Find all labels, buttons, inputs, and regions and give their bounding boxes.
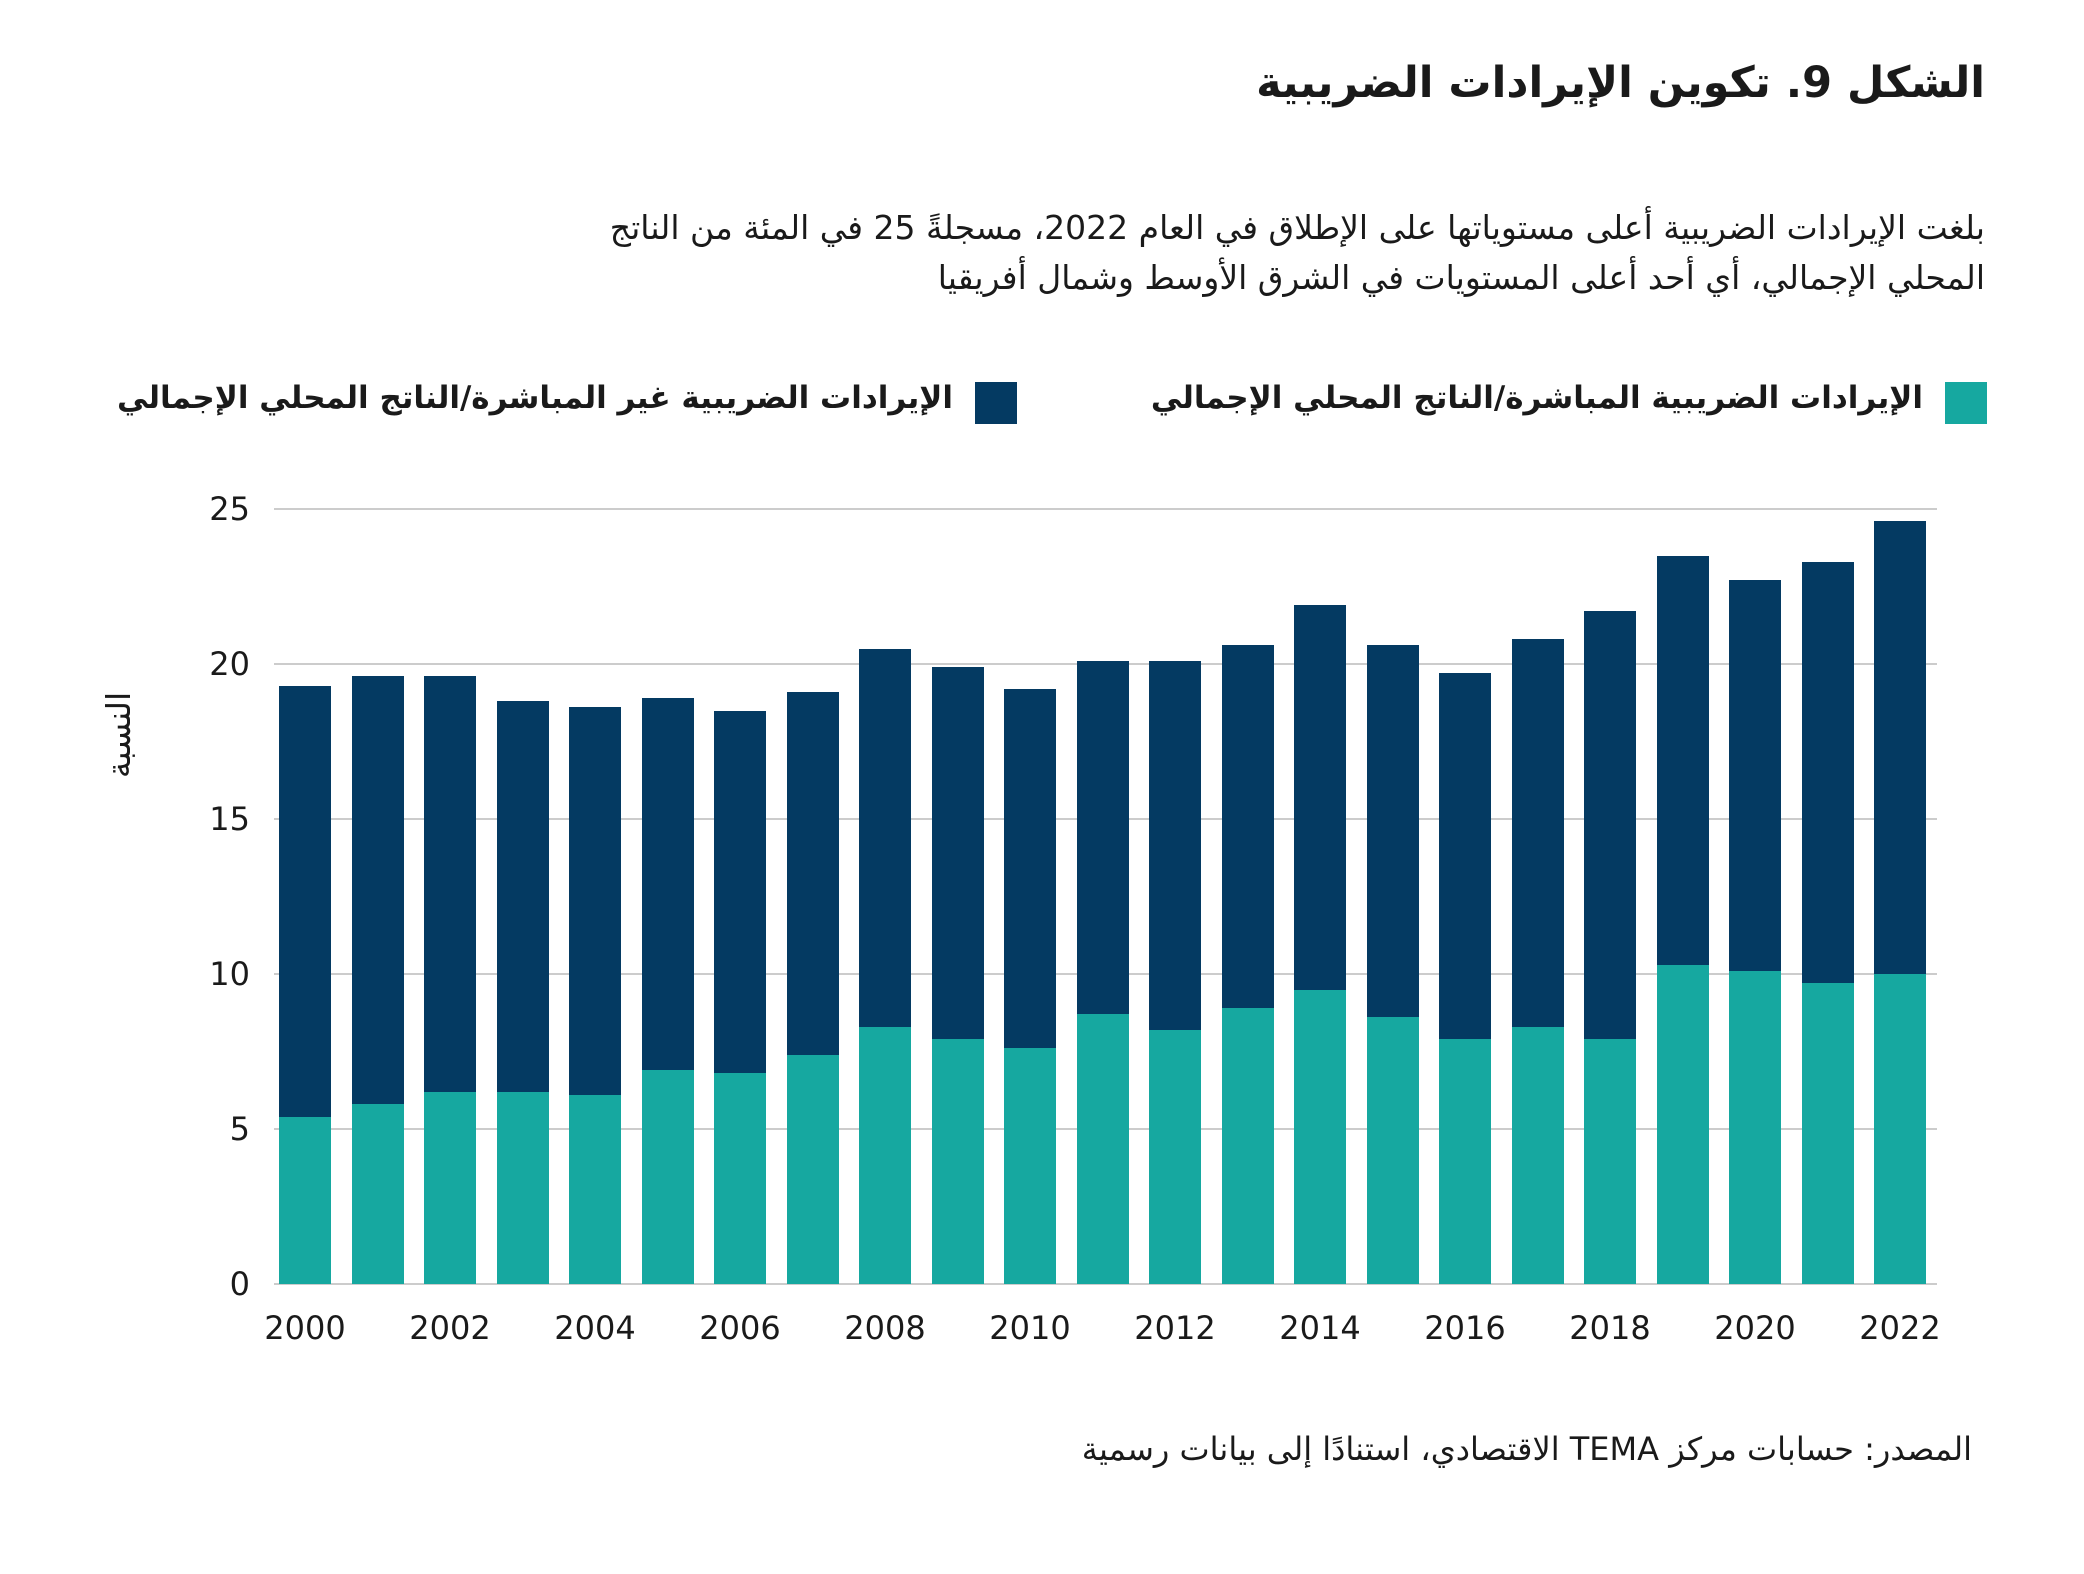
bar-2005-indirect xyxy=(642,698,694,1070)
x-tick-2016: 2016 xyxy=(1424,1309,1506,1347)
bar-2004-indirect xyxy=(569,707,621,1095)
bar-2000-direct xyxy=(279,1117,331,1284)
bar-2009-direct xyxy=(932,1039,984,1284)
x-tick-2020: 2020 xyxy=(1714,1309,1796,1347)
x-tick-2004: 2004 xyxy=(554,1309,636,1347)
legend-label-indirect: الإيرادات الضريبية غير المباشرة/الناتج المحلي الإجمالي xyxy=(116,380,953,416)
bar-2018-indirect xyxy=(1584,611,1636,1039)
bar-2005-direct xyxy=(642,1070,694,1284)
bar-2006-indirect xyxy=(714,711,766,1074)
bar-2020-indirect xyxy=(1729,580,1781,971)
x-tick-2022: 2022 xyxy=(1859,1309,1941,1347)
bar-2012-indirect xyxy=(1149,661,1201,1030)
bar-2012-direct xyxy=(1149,1030,1201,1284)
bar-2008-indirect xyxy=(859,649,911,1027)
y-tick-15: 15 xyxy=(209,800,250,838)
x-tick-2010: 2010 xyxy=(989,1309,1071,1347)
bar-2002-direct xyxy=(424,1092,476,1284)
y-axis-title: النسبة xyxy=(99,691,138,779)
bar-2021-direct xyxy=(1802,983,1854,1284)
x-tick-2012: 2012 xyxy=(1134,1309,1216,1347)
y-tick-10: 10 xyxy=(209,955,250,993)
bar-2001-direct xyxy=(352,1104,404,1284)
bar-2014-direct xyxy=(1294,990,1346,1285)
bar-2013-indirect xyxy=(1222,645,1274,1008)
gridline-y-25 xyxy=(274,508,1937,510)
bar-2007-indirect xyxy=(787,692,839,1055)
bar-2003-indirect xyxy=(497,701,549,1092)
x-tick-2002: 2002 xyxy=(409,1309,491,1347)
bar-2006-direct xyxy=(714,1073,766,1284)
y-tick-0: 0 xyxy=(229,1265,250,1303)
bar-2017-indirect xyxy=(1512,639,1564,1027)
legend-swatch-indirect xyxy=(975,382,1017,424)
bar-2019-indirect xyxy=(1657,556,1709,965)
y-tick-5: 5 xyxy=(229,1110,250,1148)
bar-2013-direct xyxy=(1222,1008,1274,1284)
bar-2010-indirect xyxy=(1004,689,1056,1049)
x-tick-2018: 2018 xyxy=(1569,1309,1651,1347)
stacked-bar-chart-plot-area xyxy=(274,509,1937,1284)
bar-2016-direct xyxy=(1439,1039,1491,1284)
legend-label-direct: الإيرادات الضريبية المباشرة/الناتج المحلي الإجمالي xyxy=(1150,380,1923,416)
figure-title: الشكل 9. تكوين الإيرادات الضريبية xyxy=(1256,58,1985,108)
y-tick-25: 25 xyxy=(209,490,250,528)
bar-2022-direct xyxy=(1874,974,1926,1284)
bar-2015-indirect xyxy=(1367,645,1419,1017)
bar-2011-direct xyxy=(1077,1014,1129,1284)
bar-2011-indirect xyxy=(1077,661,1129,1014)
bar-2022-indirect xyxy=(1874,521,1926,974)
bar-2000-indirect xyxy=(279,686,331,1117)
legend-swatch-direct xyxy=(1945,382,1987,424)
bar-2002-indirect xyxy=(424,676,476,1091)
y-tick-20: 20 xyxy=(209,645,250,683)
bar-2001-indirect xyxy=(352,676,404,1104)
x-tick-2008: 2008 xyxy=(844,1309,926,1347)
x-tick-2006: 2006 xyxy=(699,1309,781,1347)
bar-2019-direct xyxy=(1657,965,1709,1284)
figure-subtitle xyxy=(90,203,1985,303)
bar-2007-direct xyxy=(787,1055,839,1284)
bar-2018-direct xyxy=(1584,1039,1636,1284)
bar-2003-direct xyxy=(497,1092,549,1284)
legend-item-direct-taxes xyxy=(1151,380,1987,424)
source-note: المصدر: حسابات مركز TEMA الاقتصادي، استنادًا إلى بيانات رسمية xyxy=(1081,1430,1972,1468)
x-axis-tick-labels xyxy=(264,1306,1941,1350)
legend-item-indirect-taxes xyxy=(117,380,1017,424)
bar-2009-indirect xyxy=(932,667,984,1039)
x-tick-2014: 2014 xyxy=(1279,1309,1361,1347)
bar-2008-direct xyxy=(859,1027,911,1284)
bar-2016-indirect xyxy=(1439,673,1491,1039)
subtitle-line-1: بلغت الإيرادات الضريبية أعلى مستوياتها على الإطلاق في العام 2022، مسجلةً 25 في المئة من الناتج xyxy=(609,208,1985,247)
bar-2020-direct xyxy=(1729,971,1781,1284)
bar-2015-direct xyxy=(1367,1017,1419,1284)
bar-2017-direct xyxy=(1512,1027,1564,1284)
y-axis-tick-labels xyxy=(140,490,250,1303)
subtitle-line-2: المحلي الإجمالي، أي أحد أعلى المستويات في الشرق الأوسط وشمال أفريقيا xyxy=(937,258,1985,297)
bar-2004-direct xyxy=(569,1095,621,1284)
bar-2014-indirect xyxy=(1294,605,1346,989)
bar-2010-direct xyxy=(1004,1048,1056,1284)
x-tick-2000: 2000 xyxy=(264,1309,346,1347)
bar-2021-indirect xyxy=(1802,562,1854,984)
